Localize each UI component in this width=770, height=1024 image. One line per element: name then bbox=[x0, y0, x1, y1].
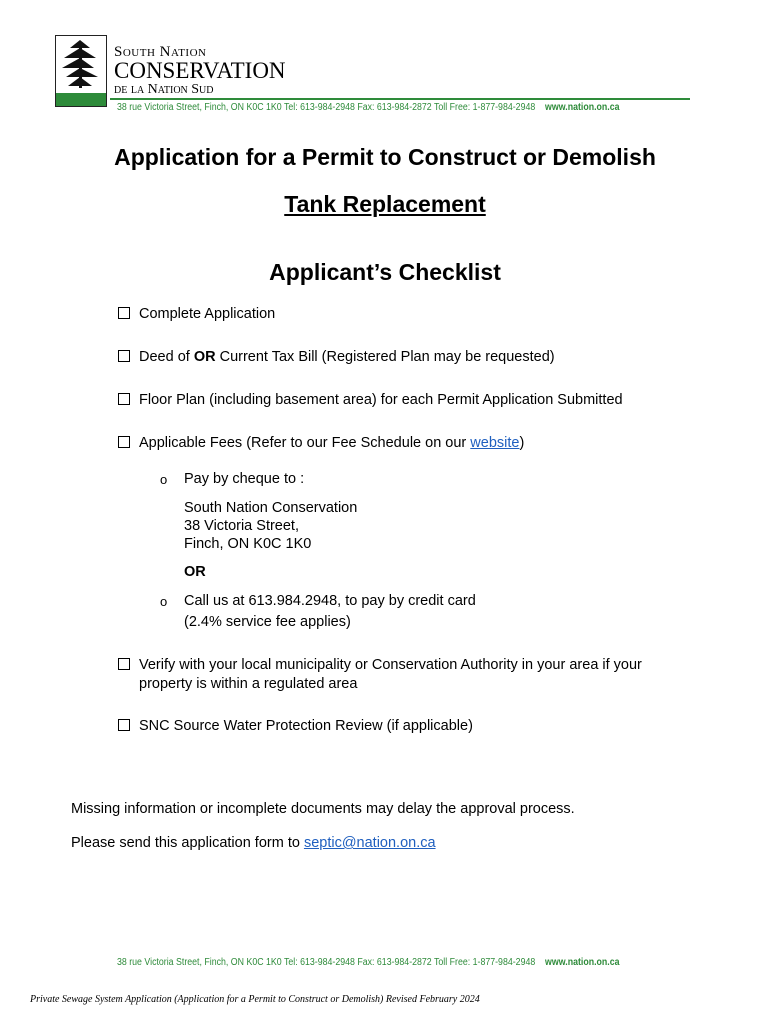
header-website-link[interactable]: www.nation.on.ca bbox=[545, 102, 620, 113]
footer-contact-text: 38 rue Victoria Street, Finch, ON K0C 1K0 Tel: 613-984-2948 Fax: 613-984-2872 Toll Free: 1-877-984-2948 bbox=[117, 957, 536, 968]
checklist-item-label-close: ) bbox=[519, 435, 525, 451]
pay-cheque-text: Pay by cheque to : bbox=[184, 471, 305, 487]
call-line1: Call us at 613.984.2948, to pay by credit card bbox=[184, 593, 476, 609]
org-name-line2: CONSERVATION bbox=[114, 58, 286, 83]
send-instructions-text: Please send this application form to bbox=[71, 835, 304, 851]
header-divider bbox=[110, 98, 690, 100]
document-footer: Private Sewage System Application (Application for a Permit to Construct or Demolish) Revised February 2024 bbox=[30, 994, 480, 1005]
logo-ground bbox=[56, 93, 106, 106]
checklist-item-label: Deed of bbox=[139, 349, 194, 365]
checklist-item-verify bbox=[118, 656, 642, 694]
document-title: Application for a Permit to Construct or Demolish bbox=[114, 144, 656, 170]
or-separator: OR bbox=[184, 564, 206, 580]
checklist-item-label: Complete Application bbox=[139, 306, 276, 322]
checkbox-icon[interactable] bbox=[118, 719, 130, 731]
address-line2: 38 Victoria Street, bbox=[184, 518, 299, 534]
checklist-item-fees bbox=[118, 434, 524, 453]
email-link[interactable]: septic@nation.on.ca bbox=[303, 835, 436, 851]
checklist-item-label: Verify with your local municipality or Conservation Authority in your area if your bbox=[139, 657, 642, 673]
header-contact-text: 38 rue Victoria Street, Finch, ON K0C 1K0 Tel: 613-984-2948 Fax: 613-984-2872 Toll Free: 1-877-984-2948 bbox=[117, 102, 536, 113]
checklist-item-source-water bbox=[118, 717, 473, 736]
checkbox-icon[interactable] bbox=[118, 658, 130, 670]
address-line1: South Nation Conservation bbox=[184, 500, 358, 516]
checklist-item-label-line2: property is within a regulated area bbox=[139, 676, 358, 692]
circle-bullet-icon: o bbox=[160, 472, 168, 487]
checklist-item-label: Floor Plan (including basement area) for each Permit Application Submitted bbox=[139, 392, 623, 408]
checkbox-icon[interactable] bbox=[118, 393, 130, 405]
header-contact bbox=[117, 102, 620, 113]
address-line3: Finch, ON K0C 1K0 bbox=[184, 536, 312, 552]
checklist-item-label: SNC Source Water Protection Review (if applicable) bbox=[139, 718, 473, 734]
org-name-line1: South Nation bbox=[114, 44, 207, 60]
checklist-item-label-rest: Current Tax Bill (Registered Plan may be requested) bbox=[215, 349, 555, 365]
organization-logo bbox=[55, 35, 107, 107]
checklist-heading: Applicant’s Checklist bbox=[269, 259, 501, 285]
missing-info-note: Missing information or incomplete documents may delay the approval process. bbox=[71, 801, 575, 817]
call-line2: (2.4% service fee applies) bbox=[184, 614, 351, 630]
org-name-line3: de la Nation Sud bbox=[114, 82, 214, 97]
checkbox-icon[interactable] bbox=[118, 350, 130, 362]
checklist-item-label: Applicable Fees (Refer to our Fee Schedule on our bbox=[139, 435, 471, 451]
checklist-item-floor-plan bbox=[118, 391, 623, 410]
circle-bullet-icon: o bbox=[160, 594, 168, 609]
pine-tree-icon bbox=[56, 36, 106, 94]
footer-website-link[interactable]: www.nation.on.ca bbox=[545, 957, 620, 968]
website-link[interactable]: website bbox=[470, 435, 520, 451]
checkbox-icon[interactable] bbox=[118, 436, 130, 448]
document-subtitle: Tank Replacement bbox=[284, 191, 486, 217]
checkbox-icon[interactable] bbox=[118, 307, 130, 319]
checklist-item-application bbox=[118, 305, 275, 324]
checklist-item-deed bbox=[118, 348, 555, 367]
footer-contact bbox=[117, 957, 620, 968]
checklist-item-or: OR bbox=[193, 349, 216, 365]
send-instructions bbox=[71, 835, 436, 851]
